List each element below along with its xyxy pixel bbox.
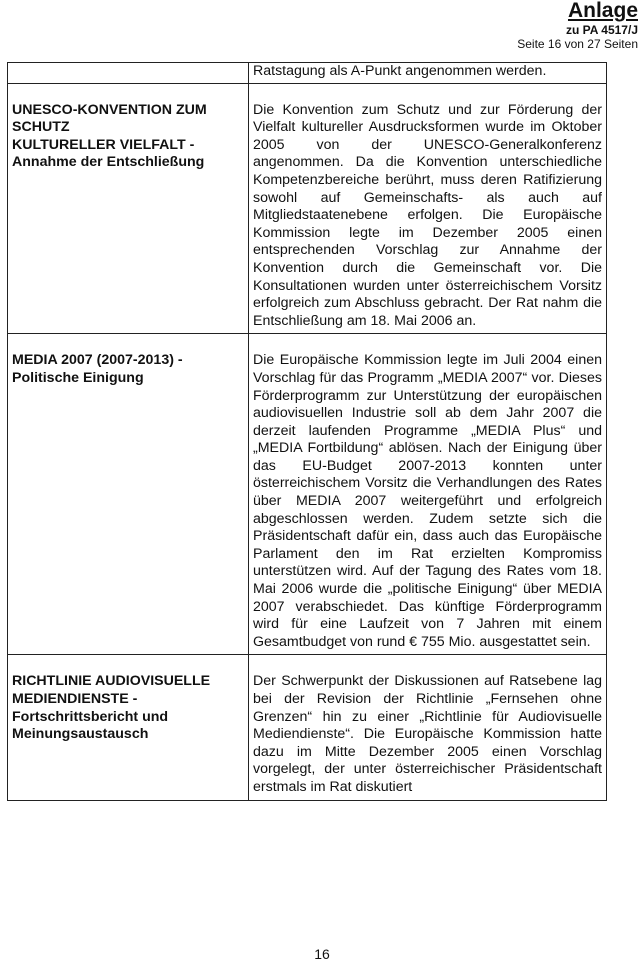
table-row [8, 334, 607, 655]
table-row [8, 63, 607, 84]
topic-title-line: Politische Einigung [12, 369, 144, 386]
topic-title-line: KULTURELLER VIELFALT - [12, 136, 195, 153]
topic-title-line: Fortschrittsbericht und [12, 708, 169, 725]
description-text: Die Europäische Kommission legte im Juli 2004 einen Vorschlag für das Programm „MEDIA 2007“ vor. Dieses Förderprogramm zur Unterstützung der europäischen audiovisuellen Industrie soll ab dem Jahr 2007 die derzeit laufenden Programme „MEDIA Plus“ und „MEDIA Fortbildung“ ablösen. Nach der Einigung über das EU-Budget 2007-2013 konnten unter österreichischem Vorsitz die Verhandlungen des Rates über MEDIA 2007 weitergeführt und erfolgreich abgeschlossen werden. Zudem setzte sich die Präsidentschaft dafür ein, dass auch das Europäische Parlament den im Rat erzielten Kompromiss unterstützen wird. Auf der Tagung des Rates vom 18. Mai 2006 wurde die „politische Einigung“ über MEDIA 2007 verabschiedet. Das künftige Förderprogramm wird für eine Laufzeit von 7 Jahren mit einem Gesamtbudget von rund € 755 Mio. ausgestattet sein. [253, 352, 602, 650]
description-cell [249, 655, 607, 800]
topic-cell [8, 334, 249, 655]
topic-cell [8, 83, 249, 334]
description-cell [249, 334, 607, 655]
topic-title-line: Meinungsaustausch [12, 726, 149, 743]
topic-title-line: RICHTLINIE AUDIOVISUELLE [12, 673, 211, 690]
table-row [8, 83, 607, 334]
page-info: Seite 16 von 27 Seiten [517, 37, 638, 51]
topic-cell [8, 655, 249, 800]
page-number: 16 [314, 946, 330, 962]
page-header [517, 0, 638, 51]
topic-title [12, 673, 244, 743]
description-text: Die Konvention zum Schutz und zur Förderung der Vielfalt kultureller Ausdrucksformen wurde im Oktober 2005 von der UNESCO-Generalkonferenz angenommen. Da die Konvention unterschiedliche Kompetenzbereiche berührt, muss deren Ratifizierung sowohl auf Gemeinschafts- als auch auf Mitgliedstaatenebene erfolgen. Die Europäische Kommission legte im Dezember 2005 einen entsprechenden Vorschlag zur Annahme der Konvention durch die Gemeinschaft vor. Die Konsultationen wurden unter österreichischem Vorsitz erfolgreich zum Abschluss gebracht. Der Rat nahm die Entschließung am 18. Mai 2006 an. [253, 101, 602, 329]
description-text: Der Schwerpunkt der Diskussionen auf Ratsebene lag bei der Revision der Richtlinie „Fernsehen ohne Grenzen“ hin zu einer „Richtlinie für Audiovisuelle Mediendienste“. Die Europäische Kommission hatte dazu im Mitte Dezember 2005 einen Vorschlag vorgelegt, der unter österreichischer Präsidentschaft erstmals im Rat diskutiert [253, 673, 602, 795]
topic-cell [8, 63, 249, 84]
description-text: Ratstagung als A-Punkt angenommen werden. [253, 63, 547, 79]
table-row [8, 655, 607, 800]
topic-title-line: MEDIA 2007 (2007-2013) - [12, 352, 183, 369]
topic-title-line: Annahme der Entschließung [12, 154, 205, 171]
topic-title-line: UNESCO-KONVENTION ZUM SCHUTZ [12, 101, 207, 136]
topic-title-line: MEDIENDIENSTE - [12, 691, 138, 707]
attachment-label: Anlage [567, 0, 638, 22]
description-cell [249, 63, 607, 84]
description-cell [249, 83, 607, 334]
agenda-table [7, 62, 607, 801]
topic-title [12, 352, 244, 387]
reference-number: zu PA 4517/J [565, 23, 638, 37]
topic-title [12, 102, 244, 172]
